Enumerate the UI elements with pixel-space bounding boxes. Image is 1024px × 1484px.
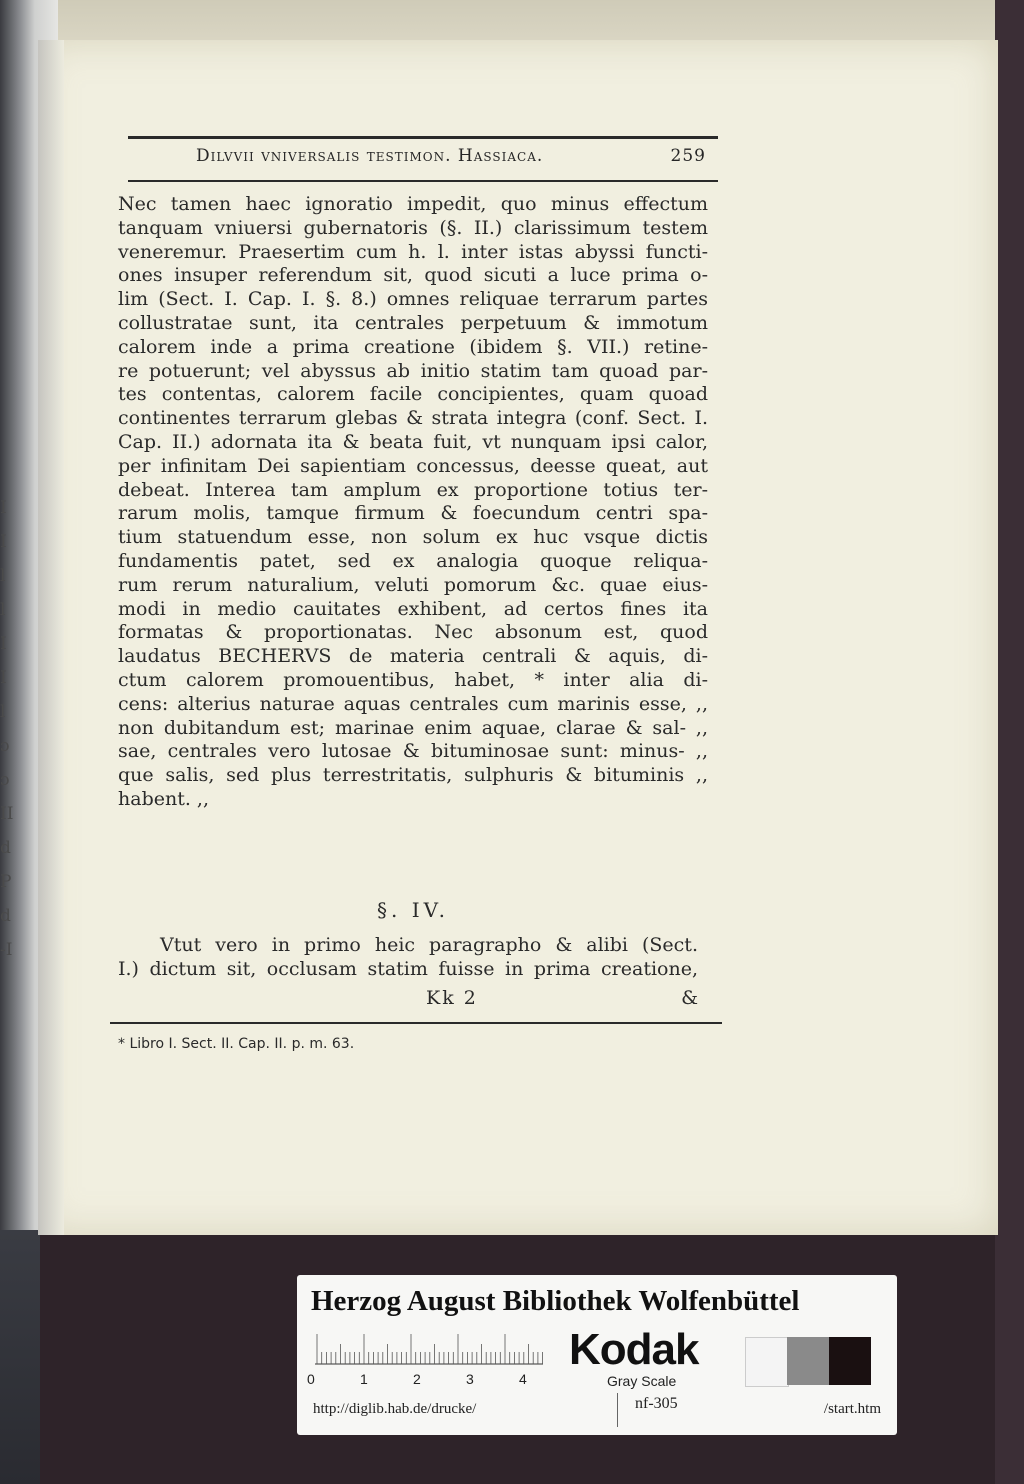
margin-mark: ɔ bbox=[0, 736, 10, 756]
text-line: re potuerunt; vel abyssus ab initio statim tam quoad par- bbox=[118, 359, 708, 382]
gray-patch bbox=[745, 1337, 789, 1387]
ruler-number: 2 bbox=[413, 1371, 421, 1387]
text-line: formatas & proportionatas. Nec absonum est, quod bbox=[118, 621, 708, 644]
body-text-continued bbox=[118, 934, 698, 982]
footnote-rule bbox=[110, 1022, 722, 1024]
margin-mark: I bbox=[0, 668, 7, 688]
kodak-logo: Kodak bbox=[569, 1325, 699, 1374]
page-number: 259 bbox=[670, 146, 706, 166]
text-line: Nec tamen haec ignoratio impedit, quo minus effectum bbox=[118, 193, 708, 215]
gray-patch bbox=[787, 1337, 829, 1385]
margin-mark: d bbox=[0, 838, 11, 858]
text-line: debeat. Interea tam amplum ex proportione totius ter- bbox=[118, 478, 708, 501]
ruler-numbers bbox=[307, 1371, 557, 1391]
institution-name: Herzog August Bibliothek Wolfenbüttel bbox=[311, 1285, 800, 1317]
running-head bbox=[196, 146, 706, 176]
margin-mark: I bbox=[0, 532, 7, 552]
margin-mark: II bbox=[0, 804, 14, 824]
text-line: continentes terrarum glebas & strata integra (conf. Sect. I. bbox=[118, 407, 708, 430]
text-line: laudatus BECHERVS de materia centrali & aquis, di- bbox=[118, 645, 708, 668]
text-line: Cap. II.) adornata ita & beata fuit, vt nunquam ipsi calor, bbox=[118, 430, 708, 453]
gray-scale-patches bbox=[745, 1337, 871, 1385]
margin-mark: -I bbox=[0, 940, 13, 960]
catchword: & bbox=[681, 987, 698, 1009]
ruler-number: 0 bbox=[307, 1371, 315, 1387]
text-line: habent. ,, bbox=[118, 787, 210, 810]
margin-mark: l bbox=[0, 566, 6, 586]
text-line: non dubitandum est; marinae enim aquae, clarae & sal- ,, bbox=[118, 716, 708, 739]
text-line: que salis, sed plus terrestritatis, sulphuris & bituminis ,, bbox=[118, 764, 708, 787]
text-line: I.) dictum sit, occlusam statim fuisse in prima creatione, bbox=[118, 957, 698, 980]
text-line: Vtut vero in primo heic paragrapho & alibi (Sect. bbox=[160, 934, 698, 956]
running-head-rule-bottom bbox=[128, 180, 718, 182]
scanner-backdrop-right bbox=[995, 0, 1024, 1484]
ruler-scale bbox=[315, 1331, 543, 1365]
section-heading: §. IV. bbox=[377, 898, 449, 922]
start-link: /start.htm bbox=[823, 1401, 881, 1417]
text-line: ones insuper referendum sit, quod sicuti a luce prima o- bbox=[118, 264, 708, 287]
margin-mark: l bbox=[0, 600, 6, 620]
text-line: rum rerum naturalium, veluti pomorum &c. quae eius- bbox=[118, 573, 708, 596]
library-card bbox=[297, 1275, 897, 1435]
gray-patch bbox=[829, 1337, 871, 1385]
card-divider bbox=[617, 1393, 618, 1427]
running-head-title: Dilvvii vniversalis testimon. Hassiaca. bbox=[196, 146, 544, 166]
text-line: calorem inde a prima creatione (ibidem §. VII.) retine- bbox=[118, 335, 708, 358]
gray-scale-label: Gray Scale bbox=[607, 1373, 677, 1389]
ruler-number: 4 bbox=[519, 1371, 527, 1387]
digital-library-url: http://diglib.hab.de/drucke/ bbox=[313, 1401, 477, 1417]
text-line: veneremur. Praesertim cum h. l. inter istas abyssi functi- bbox=[118, 240, 708, 263]
ruler-number: 3 bbox=[466, 1371, 474, 1387]
margin-mark: ɔ bbox=[0, 770, 10, 790]
text-line: ctum calorem promouentibus, habet, * inter alia di- bbox=[118, 668, 708, 691]
signature-mark: Kk 2 bbox=[426, 987, 478, 1009]
shelfmark: nf-305 bbox=[635, 1395, 678, 1412]
margin-mark: I bbox=[0, 498, 7, 518]
footnote: * Libro I. Sect. II. Cap. II. p. m. 63. bbox=[118, 1036, 355, 1052]
running-head-rule-top bbox=[128, 136, 718, 139]
text-line: rarum molis, tamque firmum & foecundum centri spa- bbox=[118, 502, 708, 525]
body-text bbox=[118, 193, 708, 812]
margin-mark: I bbox=[0, 634, 7, 654]
text-line: fundamentis patet, sed ex analogia quoque reliqua- bbox=[118, 549, 708, 572]
text-line: collustratae sunt, ita centrales perpetuum & immotum bbox=[118, 311, 708, 334]
margin-mark: l bbox=[0, 702, 6, 722]
signature-line bbox=[118, 987, 698, 1011]
ruler-number: 1 bbox=[360, 1371, 368, 1387]
text-line: sae, centrales vero lutosae & bituminosae sunt: minus- ,, bbox=[118, 740, 708, 763]
text-line: per infinitam Dei sapientiam concessus, deesse queat, aut bbox=[118, 454, 708, 477]
margin-mark: P bbox=[0, 872, 12, 892]
margin-mark: d bbox=[0, 906, 11, 926]
text-line: modi in medio cauitates exhibent, ad certos fines ita bbox=[118, 597, 708, 620]
text-line: lim (Sect. I. Cap. I. §. 8.) omnes reliquae terrarum partes bbox=[118, 288, 708, 311]
text-line: tanquam vniuersi gubernatoris (§. II.) clarissimum testem bbox=[118, 216, 708, 239]
text-line: cens: alterius naturae aquas centrales cum marinis esse, ,, bbox=[118, 692, 708, 715]
text-line: tes contentas, calorem facile concipientes, quam quoad bbox=[118, 383, 708, 406]
text-line: tium statuendum esse, non solum ex huc vsque dictis bbox=[118, 526, 708, 549]
page-gutter bbox=[38, 40, 64, 1235]
scanner-backdrop-bottom-left bbox=[0, 1230, 40, 1484]
